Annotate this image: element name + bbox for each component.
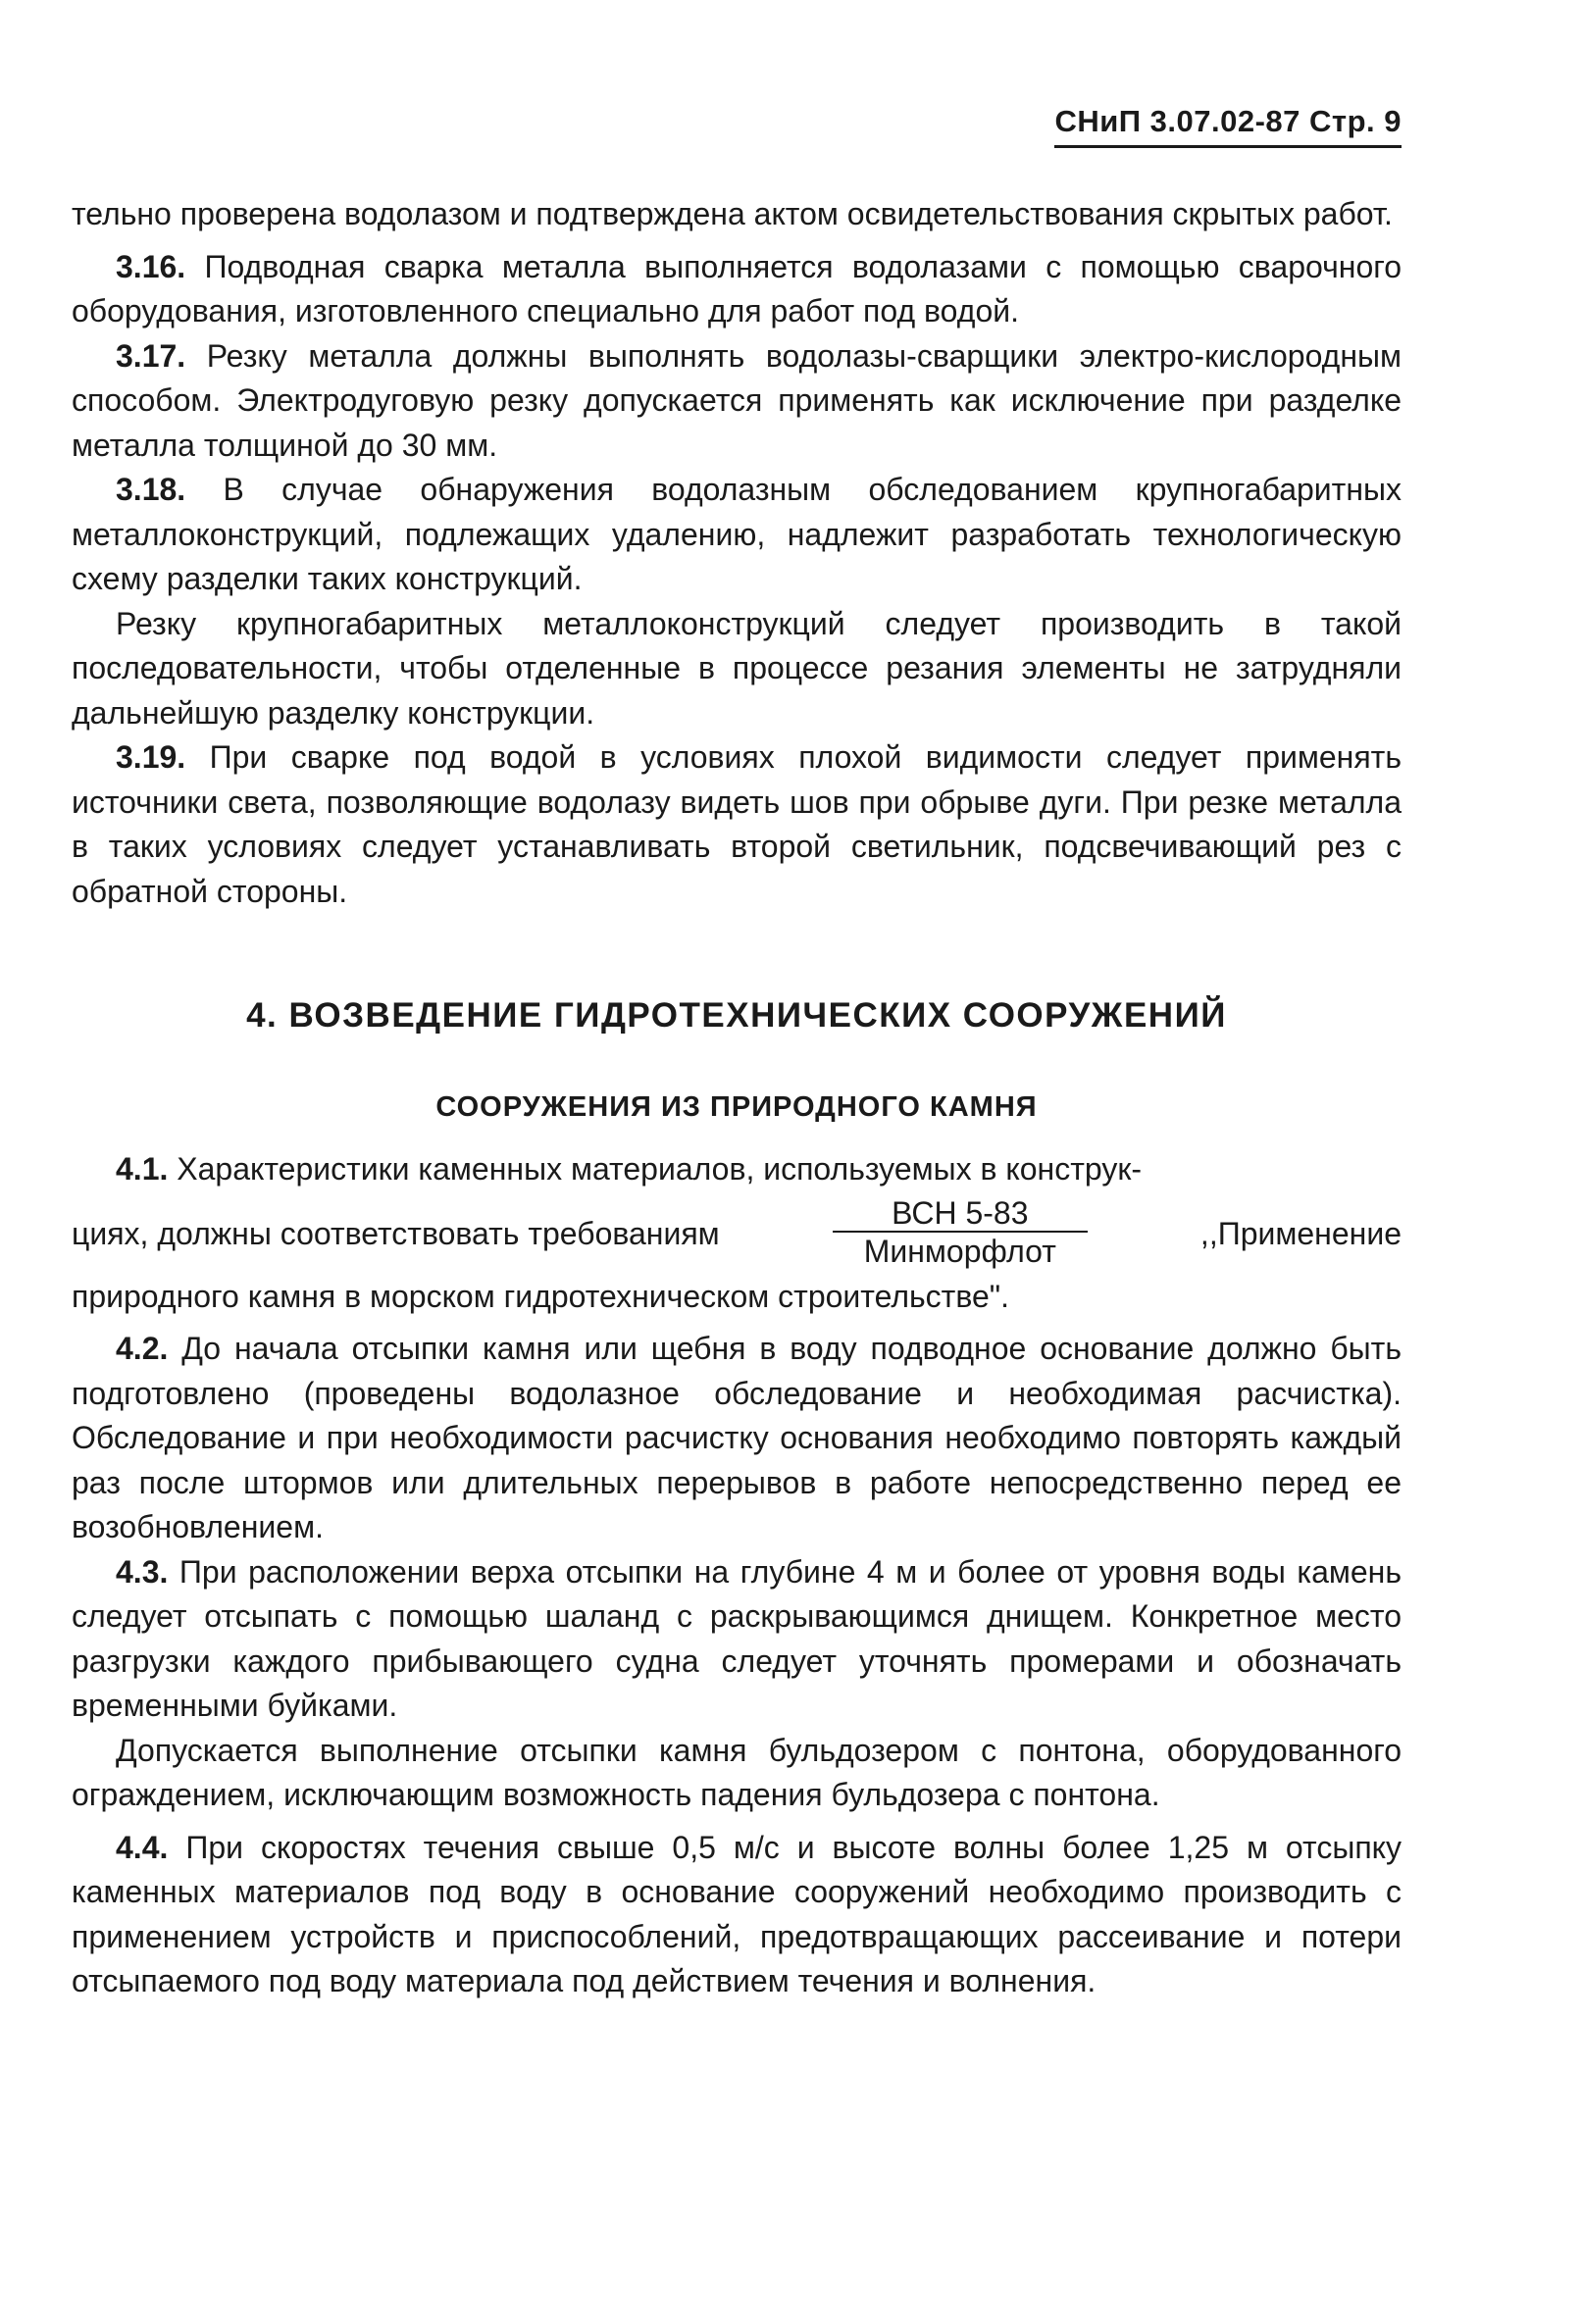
paragraph-3-19 bbox=[72, 735, 1402, 914]
subsection-heading: СООРУЖЕНИЯ ИЗ ПРИРОДНОГО КАМНЯ bbox=[435, 1091, 1038, 1123]
clause-number: 4.2. bbox=[116, 1331, 169, 1366]
page-header: СНиП 3.07.02-87 Стр. 9 bbox=[1054, 104, 1402, 148]
clause-text: При скоростях течения свыше 0,5 м/с и высоте волны более 1,25 м отсыпку каменных материалов под воду в основание сооружений необходимо производить с применением устройств и приспособлений, предотвращающих рассеивание и потери отсыпаемого под воду материала под действием течения и волнения. bbox=[72, 1829, 1402, 1998]
clause-text: При расположении верха отсыпки на глубине 4 м и более от уровня воды камень следует отсыпать с помощью шаланд с раскрывающимся днищем. Конкретное место разгрузки каждого прибывающего судна следует уточнять промерами и обозначать временными буйками. bbox=[72, 1553, 1402, 1723]
body-section-3 bbox=[72, 192, 1402, 914]
paragraph-4-1-line1 bbox=[72, 1147, 1402, 1192]
clause-number: 3.17. bbox=[116, 337, 186, 374]
clause-number: 3.18. bbox=[116, 472, 186, 507]
fraction-numerator: ВСН 5-83 bbox=[892, 1194, 1029, 1231]
paragraph-4-1-line3: природного камня в морском гидротехническом строительстве". bbox=[72, 1278, 1010, 1314]
fraction-denominator: Минморфлот bbox=[863, 1233, 1056, 1269]
norm-reference-fraction bbox=[833, 1195, 1088, 1270]
clause-text: Характеристики каменных материалов, используемых в конструк- bbox=[168, 1151, 1142, 1187]
clause-text: До начала отсыпки камня или щебня в воду подводное основание должно быть подготовлено (проведены водолазное обследование и необходимая расчистка). Обследование и при необходимости расчистку основания необходимо повторять каждый раз после штормов или длительных перерывов в работе непосредственно перед ее возобновлением. bbox=[72, 1331, 1402, 1544]
paragraph-continuation: тельно проверена водолазом и подтверждена актом освидетельствования скрытых работ. bbox=[72, 196, 1393, 231]
fraction-line-left-text: циях, должны соответствовать требованиям bbox=[72, 1215, 720, 1251]
clause-number: 4.3. bbox=[116, 1553, 169, 1590]
section-heading: 4. ВОЗВЕДЕНИЕ ГИДРОТЕХНИЧЕСКИХ СООРУЖЕНИЙ bbox=[246, 996, 1227, 1035]
paragraph-4-2 bbox=[72, 1327, 1402, 1550]
paragraph-3-18-continued: Резку крупногабаритных металлоконструкций следует производить в такой последовательности, чтобы отделенные в процессе резания элементы не затрудняли дальнейшую разделку конструкции. bbox=[72, 605, 1402, 731]
clause-text: В случае обнаружения водолазным обследованием крупногабаритных металлоконструкций, подлежащих удалению, надлежит разработать технологическую схему разделки таких конструкций. bbox=[72, 472, 1402, 596]
paragraph-4-1-fraction-line bbox=[72, 1194, 1402, 1275]
clause-number: 4.4. bbox=[116, 1829, 169, 1865]
paragraph-3-16 bbox=[72, 245, 1402, 334]
clause-text: При сварке под водой в условиях плохой видимости следует применять источники света, позволяющие водолазу видеть шов при обрыве дуги. При резке металла в таких условиях следует устанавливать второй светильник, подсвечивающий рез с обратной стороны. bbox=[72, 739, 1402, 909]
clause-text: Резку металла должны выполнять водолазы-сварщики электро-кислородным способом. Электродуговую резку допускается применять как исключение при разделке металла толщиной до 30 мм. bbox=[72, 337, 1402, 463]
paragraph-3-18 bbox=[72, 468, 1402, 602]
paragraph-3-17 bbox=[72, 334, 1402, 469]
paragraph-4-3-continued: Допускается выполнение отсыпки камня бульдозером с понтона, оборудованного ограждением, исключающим возможность падения бульдозера с понтона. bbox=[72, 1732, 1402, 1812]
fraction-line-right-text: ,,Применение bbox=[1199, 1215, 1402, 1251]
clause-number: 4.1. bbox=[116, 1151, 169, 1187]
paragraph-4-4 bbox=[72, 1826, 1402, 2004]
body-section-4 bbox=[72, 1147, 1402, 2004]
document-page bbox=[72, 0, 1402, 2324]
clause-text: Подводная сварка металла выполняется водолазами с помощью сварочного оборудования, изготовленного специально для работ под водой. bbox=[72, 248, 1402, 328]
paragraph-4-3 bbox=[72, 1550, 1402, 1729]
clause-number: 3.19. bbox=[116, 739, 186, 775]
clause-number: 3.16. bbox=[116, 248, 186, 284]
